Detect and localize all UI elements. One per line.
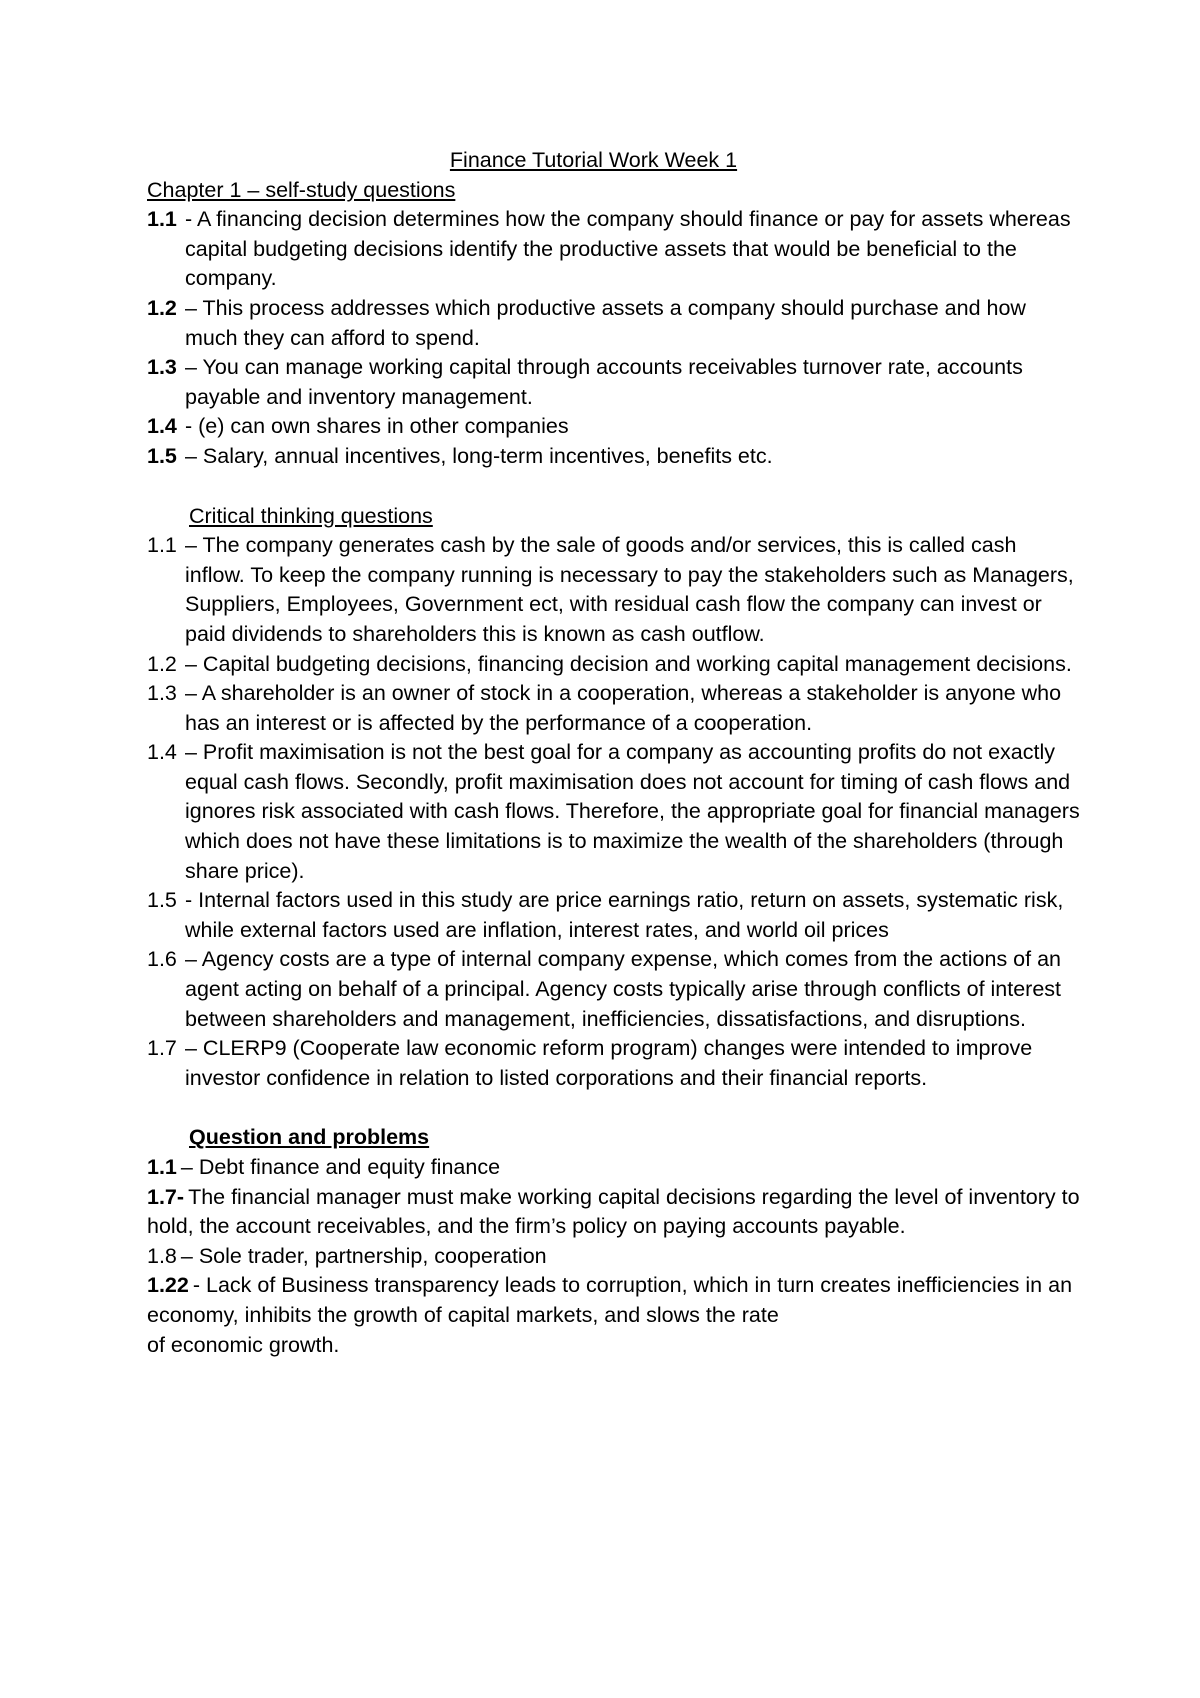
item-number: 1.1 (147, 533, 177, 558)
list-item (147, 353, 1080, 412)
item-text: – You can manage working capital through accounts receivables turnover rate, accounts payable and inventory management. (185, 355, 1023, 409)
item-number: 1.1 (147, 1155, 177, 1179)
item-text: – Capital budgeting decisions, financing decision and working capital management decisions. (185, 651, 1072, 676)
list-item (147, 442, 1080, 472)
item-number: 1.3 (147, 355, 177, 380)
list-item (147, 294, 1080, 353)
item-text: – Salary, annual incentives, long-term incentives, benefits etc. (185, 443, 773, 468)
list-item (147, 412, 1080, 442)
item-number: 1.4 (147, 414, 177, 439)
item-text: – Agency costs are a type of internal company expense, which comes from the actions of an agent acting on behalf of a principal. Agency costs typically arise through conflicts of interest between shareholders and management, inefficiencies, dissatisfactions, and disruptions. (185, 947, 1062, 1031)
section-gap (147, 472, 1080, 502)
item-number: 1.8 (147, 1243, 177, 1268)
item-text: – Sole trader, partnership, cooperation (180, 1243, 547, 1268)
list-item (147, 1271, 1080, 1330)
list-item (147, 1183, 1080, 1242)
item-number: 1.4 (147, 740, 177, 765)
list-item-continuation (147, 1331, 1080, 1361)
item-text: - Internal factors used in this study are price earnings ratio, return on assets, systematic risk, while external factors used are inflation, interest rates, and world oil prices (185, 888, 1064, 942)
item-text: - (e) can own shares in other companies (185, 414, 569, 439)
item-number: 1.1 (147, 207, 177, 232)
list-item (147, 650, 1080, 680)
question-problems-heading: Question and problems (189, 1125, 430, 1150)
list-item (147, 679, 1080, 738)
item-number: 1.3 (147, 681, 177, 706)
item-text: – Profit maximisation is not the best goal for a company as accounting profits do not exactly equal cash flows. Secondly, profit maximisation does not account for timing of cash flows and ignores risk associated with cash flows. Therefore, the appropriate goal for financial managers which does not have these limitations is to maximize the wealth of the shareholders (through share price). (185, 740, 1080, 883)
list-item (147, 738, 1080, 886)
section-gap (147, 1093, 1080, 1123)
item-text: The financial manager must make working capital decisions regarding the level of inventory to hold, the account receivables, and the firm’s policy on paying accounts payable. (147, 1184, 1080, 1239)
critical-thinking-heading: Critical thinking questions (189, 503, 433, 528)
item-number: 1.7 (147, 1036, 177, 1061)
item-number: 1.2 (147, 295, 177, 320)
item-text: – Debt finance and equity finance (180, 1155, 501, 1179)
item-number: 1.7- (147, 1184, 185, 1209)
item-text: – A shareholder is an owner of stock in a cooperation, whereas a stakeholder is anyone who has an interest or is affected by the performance of a cooperation. (185, 681, 1062, 735)
list-item (147, 1153, 1080, 1183)
item-number: 1.5 (147, 443, 177, 468)
list-item (147, 1034, 1080, 1093)
item-text: - A financing decision determines how the company should finance or pay for assets whereas capital budgeting decisions identify the productive assets that would be beneficial to the company. (185, 207, 1071, 291)
item-number: 1.6 (147, 947, 177, 972)
item-text: – This process addresses which productive assets a company should purchase and how much they can afford to spend. (185, 295, 1026, 350)
item-number: 1.2 (147, 651, 177, 676)
item-number: 1.5 (147, 888, 177, 913)
item-text: – CLERP9 (Cooperate law economic reform program) changes were intended to improve investor confidence in relation to listed corporations and their financial reports. (185, 1036, 1033, 1090)
list-item (147, 531, 1080, 649)
item-text: – The company generates cash by the sale of goods and/or services, this is called cash inflow. To keep the company running is necessary to pay the stakeholders such as Managers, Suppliers, Employees, Government ect, with residual cash flow the company can invest or paid dividends to shareholders this is known as cash outflow. (185, 533, 1074, 646)
list-item (147, 945, 1080, 1034)
list-item (147, 1242, 1080, 1272)
self-study-heading: Chapter 1 – self-study questions (147, 177, 456, 202)
list-item (147, 205, 1080, 294)
item-text: of economic growth. (147, 1332, 340, 1357)
document-title: Finance Tutorial Work Week 1 (449, 148, 738, 172)
list-item (147, 886, 1080, 945)
item-number: 1.22 (147, 1273, 189, 1298)
item-text: - Lack of Business transparency leads to corruption, which in turn creates inefficiencies in an economy, inhibits the growth of capital markets, and slows the rate (147, 1273, 1073, 1327)
